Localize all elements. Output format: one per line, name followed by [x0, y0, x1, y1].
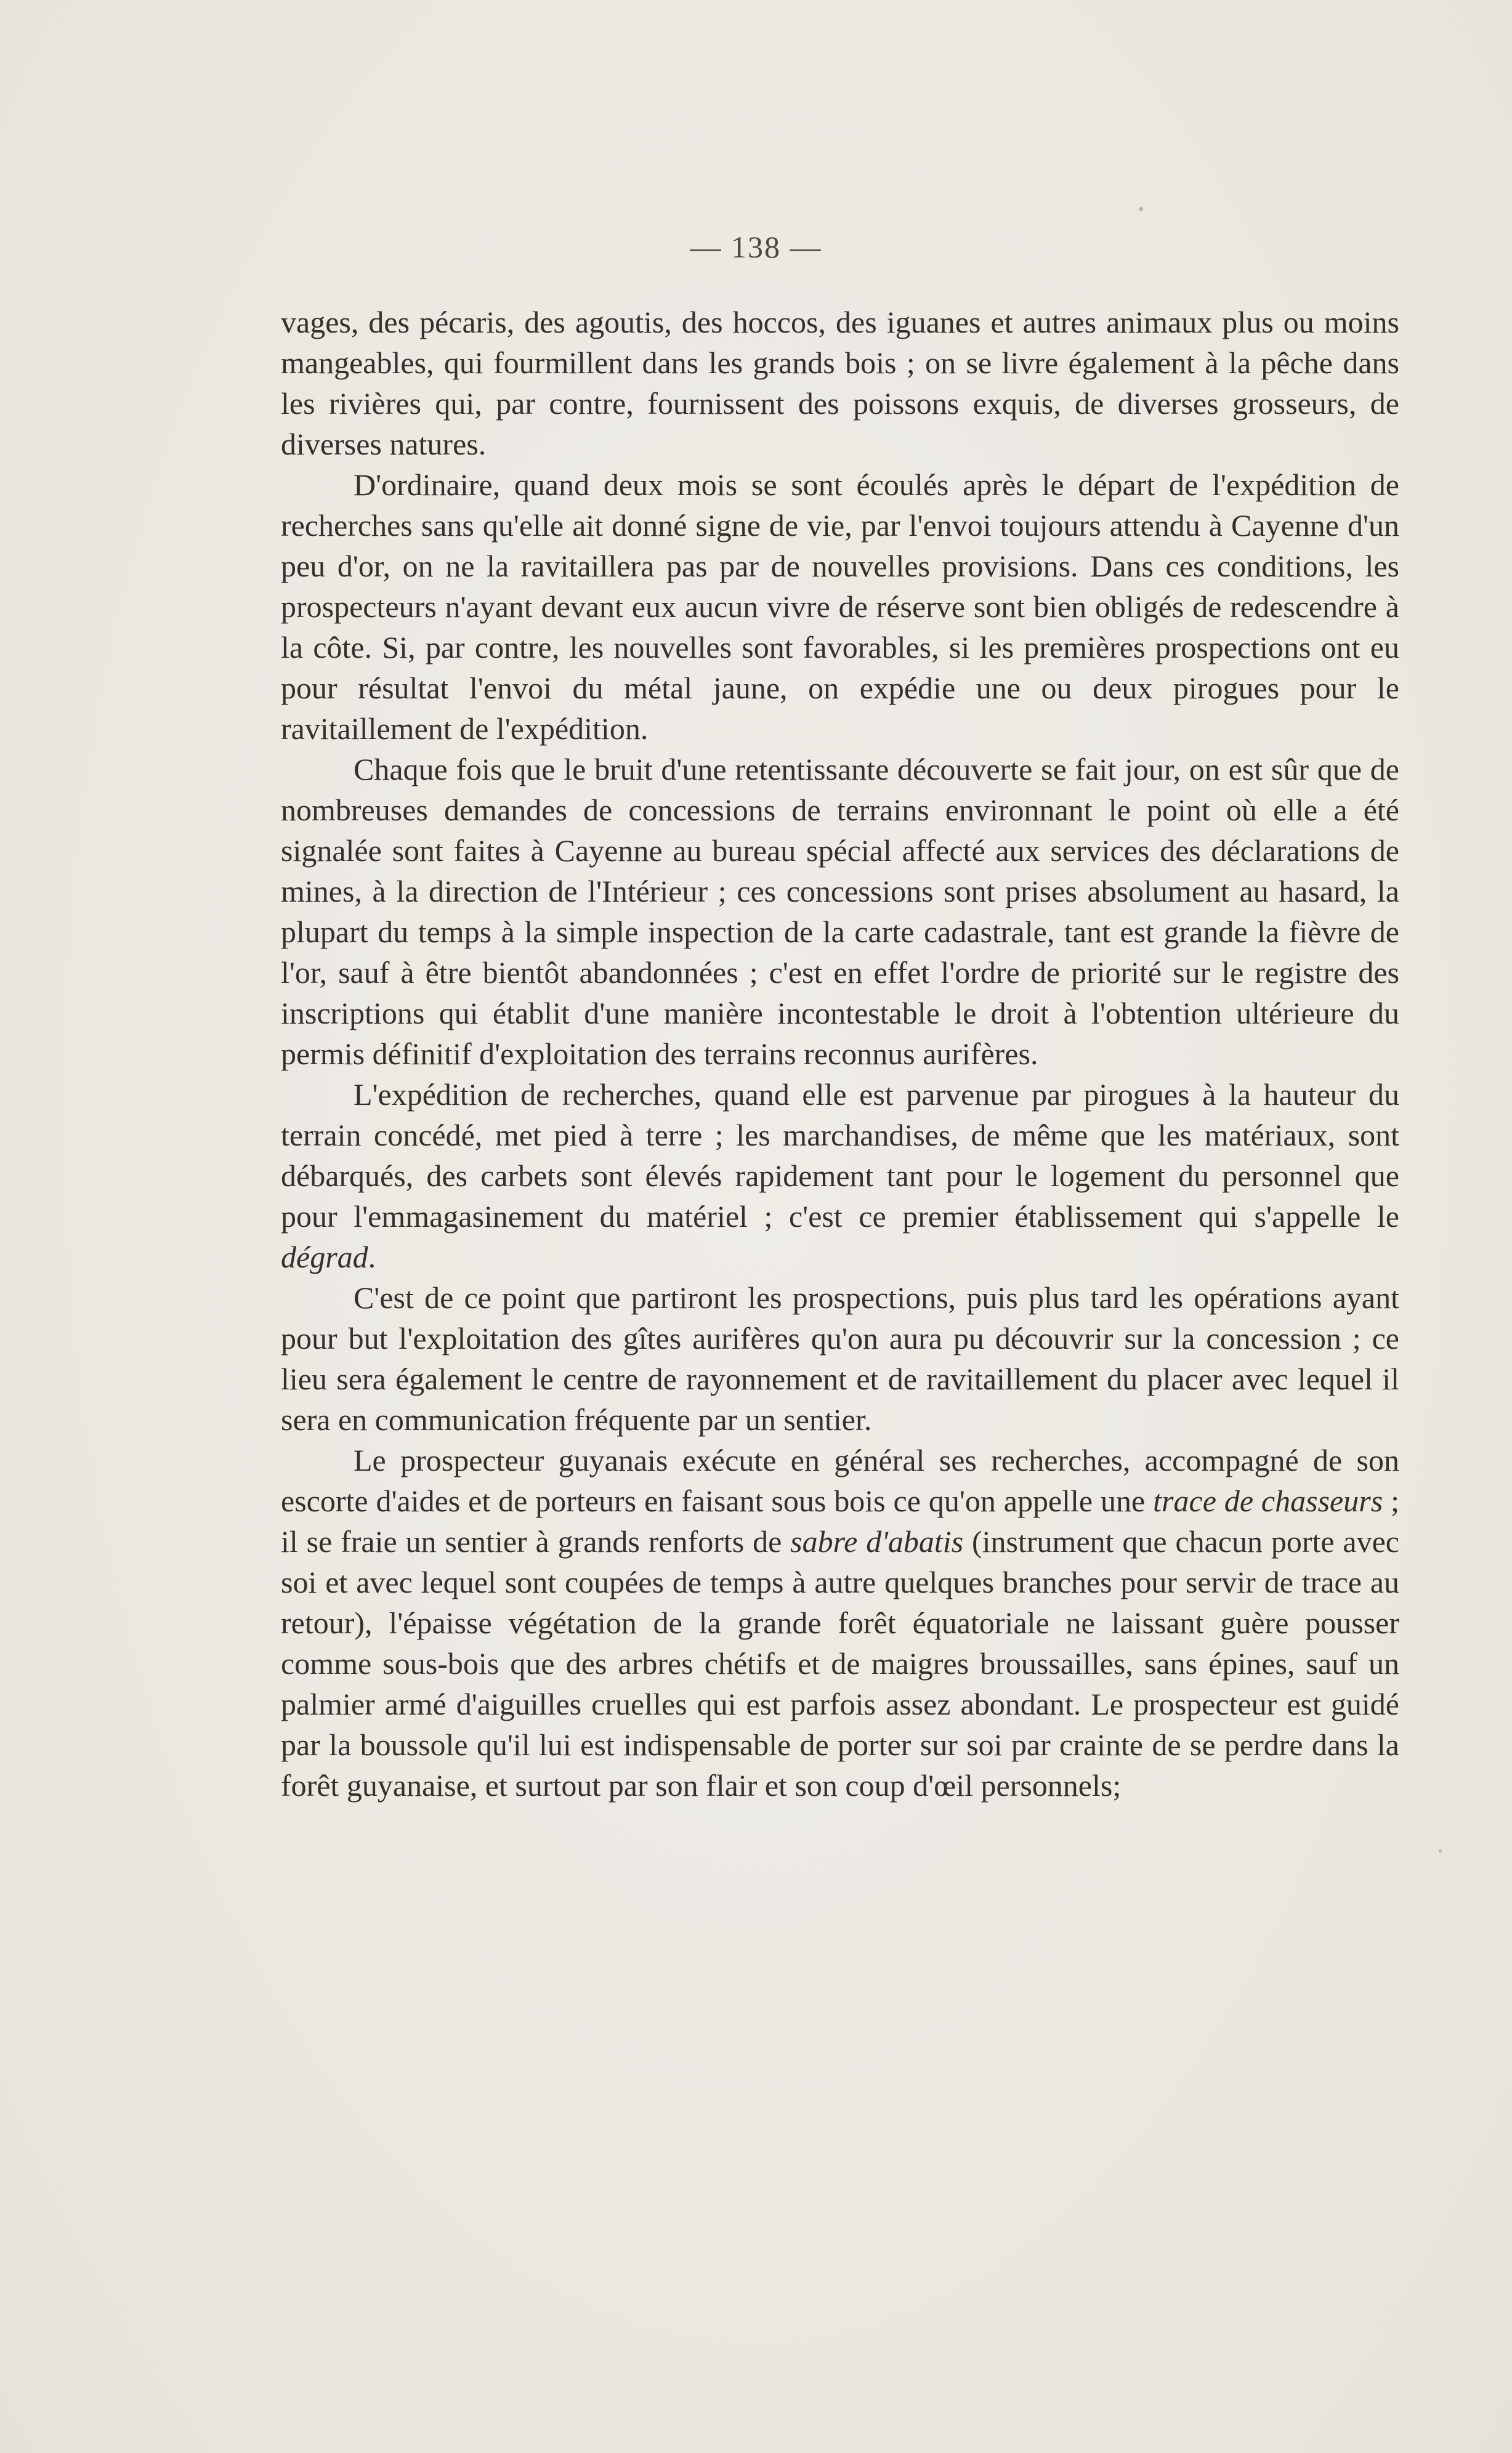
text-segment: C'est de ce point que partiront les prospections, puis plus tard les opérations ayant pour but l'exploitation des gîtes aurifères qu'on aura pu découvrir sur la concession ; ce lieu sera également le centre de rayonnement et de ravitaillement du placer avec lequel il sera en communication fréquente par un sentier.: [281, 1280, 1399, 1437]
text-segment: Le prospecteur guyanais exécute en général ses recherches, accompagné de son escorte d'aides et de porteurs en faisant sous bois ce qu'on appelle une: [281, 1443, 1399, 1518]
paragraph: [281, 1440, 1399, 1806]
paper-speck: [1439, 1849, 1442, 1853]
text-segment: ; il se fraie un sentier à grands renforts de: [281, 1484, 1399, 1559]
text-segment: L'expédition de recherches, quand elle est parvenue par pirogues à la hauteur du terrain concédé, met pied à terre ; les marchandises, de même que les matériaux, sont débarqués, des carbets sont élevés rapidement tant pour le logement du personnel que pour l'emmagasinement du matériel ; c'est ce premier établissement qui s'appelle le: [281, 1077, 1399, 1234]
paper-speck: [1139, 207, 1143, 211]
text-segment: (instrument que chacun porte avec soi et avec lequel sont coupées de temps à autre quelques branches pour servir de trace au retour), l'épaisse végétation de la grande forêt équatoriale ne laissant guère pousser comme sous-bois que des arbres chétifs et de maigres broussailles, sans épines, sauf un palmier armé d'aiguilles cruelles qui est parfois assez abondant. Le prospecteur est guidé par la boussole qu'il lui est indispensable de porter sur soi par crainte de se perdre dans la forêt guyanaise, et surtout par son flair et son coup d'œil personnels;: [281, 1524, 1399, 1803]
text-segment: .: [368, 1240, 376, 1274]
text-segment: D'ordinaire, quand deux mois se sont écoulés après le départ de l'expédition de recherches sans qu'elle ait donné signe de vie, par l'envoi toujours attendu à Cayenne d'un peu d'or, on ne la ravitaillera pas par de nouvelles provisions. Dans ces conditions, les prospecteurs n'ayant devant eux aucun vivre de réserve sont bien obligés de redescendre à la côte. Si, par contre, les nouvelles sont favorables, si les premières prospections ont eu pour résultat l'envoi du métal jaune, on expédie une ou deux pirogues pour le ravitaillement de l'expédition.: [281, 467, 1399, 746]
italic-term: trace de chasseurs: [1153, 1484, 1383, 1518]
paragraph: [281, 749, 1399, 1074]
paragraph: [281, 464, 1399, 749]
paragraph: [281, 1277, 1399, 1440]
italic-term: sabre d'abatis: [790, 1524, 964, 1559]
italic-term: dégrad: [281, 1240, 368, 1274]
paragraph: [281, 1074, 1399, 1277]
paragraph: [281, 302, 1399, 464]
page-number: — 138 —: [690, 230, 822, 264]
text-segment: Chaque fois que le bruit d'une retentissante découverte se fait jour, on est sûr que de nombreuses demandes de concessions de terrains environnant le point où elle a été signalée sont faites à Cayenne au bureau spécial affecté aux services des déclarations de mines, à la direction de l'Intérieur ; ces concessions sont prises absolument au hasard, la plupart du temps à la simple inspection de la carte cadastrale, tant est grande la fièvre de l'or, sauf à être bientôt abandonnées ; c'est en effet l'ordre de priorité sur le registre des inscriptions qui établit d'une manière incontestable le droit à l'obtention ultérieure du permis définitif d'exploitation des terrains reconnus aurifères.: [281, 752, 1399, 1071]
body-text: [281, 302, 1399, 1806]
text-segment: vages, des pécaris, des agoutis, des hoccos, des iguanes et autres animaux plus ou moins mangeables, qui fourmillent dans les grands bois ; on se livre également à la pêche dans les rivières qui, par contre, fournissent des poissons exquis, de diverses grosseurs, de diverses natures.: [281, 305, 1399, 461]
